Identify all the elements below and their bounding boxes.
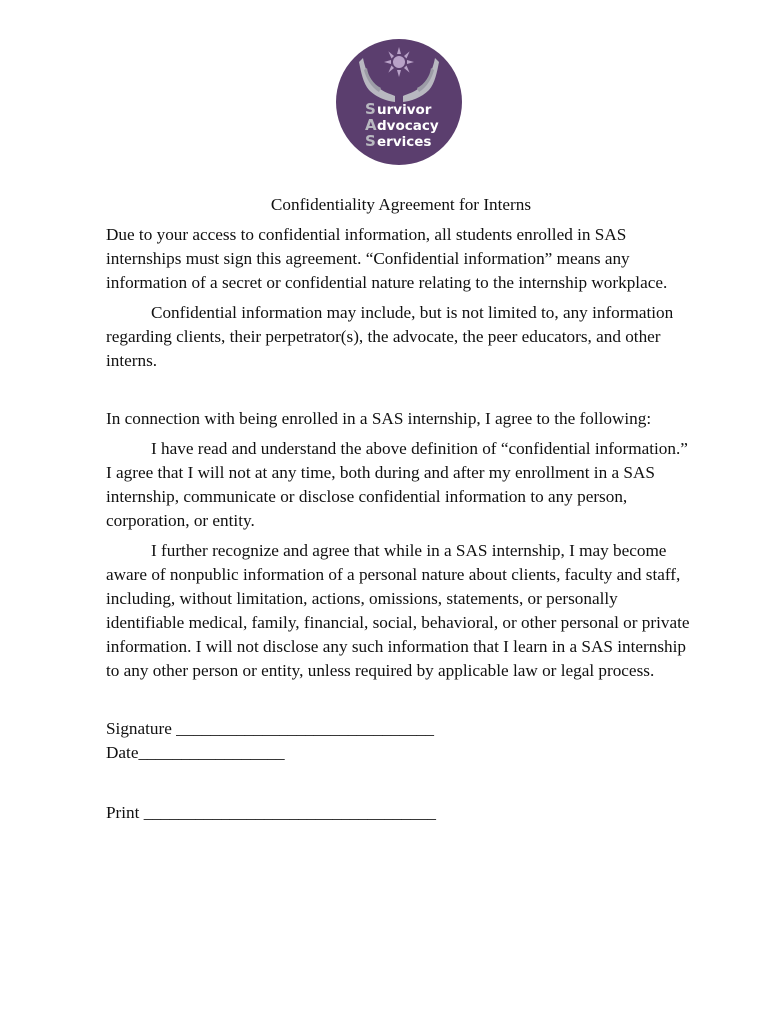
- logo-letter-s2: S: [365, 132, 376, 150]
- sas-logo: [335, 38, 463, 166]
- sun-icon: [384, 47, 414, 77]
- date-field[interactable]: Date_________________: [106, 743, 285, 762]
- paragraph-nonpublic-information: I further recognize and agree that while in a SAS internship, I may become aware of nonpublic information of a personal nature about clients, faculty and staff, including, without limitation, actions, omissions, statements, or personally identifiable medical, family, financial, social, behavioral, or other personal or private information. I will not disclose any such information that I learn in a SAS internship to any other person or entity, unless required by applicable law or legal process.: [106, 541, 690, 680]
- logo-letter-a: A: [365, 116, 377, 134]
- paragraph-lead-in: In connection with being enrolled in a SAS internship, I agree to the following:: [106, 409, 652, 428]
- signature-field[interactable]: Signature ______________________________: [106, 719, 434, 738]
- document-title: Confidentiality Agreement for Interns: [270, 195, 532, 214]
- logo-line-advocacy: dvocacy: [377, 118, 439, 134]
- paragraph-definition: Due to your access to confidential information, all students enrolled in SAS internships must sign this agreement. “Confidential information” means any information of a secret or confidential nature relating to the internship workplace.: [106, 225, 668, 292]
- logo-line-services: ervices: [377, 134, 432, 150]
- paragraph-acknowledgment: I have read and understand the above definition of “confidential information.” I agree that I will not at any time, both during and after my enrollment in a SAS internship, communicate or disclose confidential information to any person, corporation, or entity.: [106, 439, 688, 530]
- signature-block: [106, 717, 696, 825]
- logo-line-survivor: urvivor: [377, 102, 432, 118]
- print-name-field[interactable]: Print __________________________________: [106, 803, 436, 822]
- agreement-document: [106, 193, 696, 825]
- logo-letter-s1: S: [365, 100, 376, 118]
- paragraph-scope: Confidential information may include, but is not limited to, any information regarding clients, their perpetrator(s), the advocate, the peer educators, and other interns.: [106, 303, 674, 370]
